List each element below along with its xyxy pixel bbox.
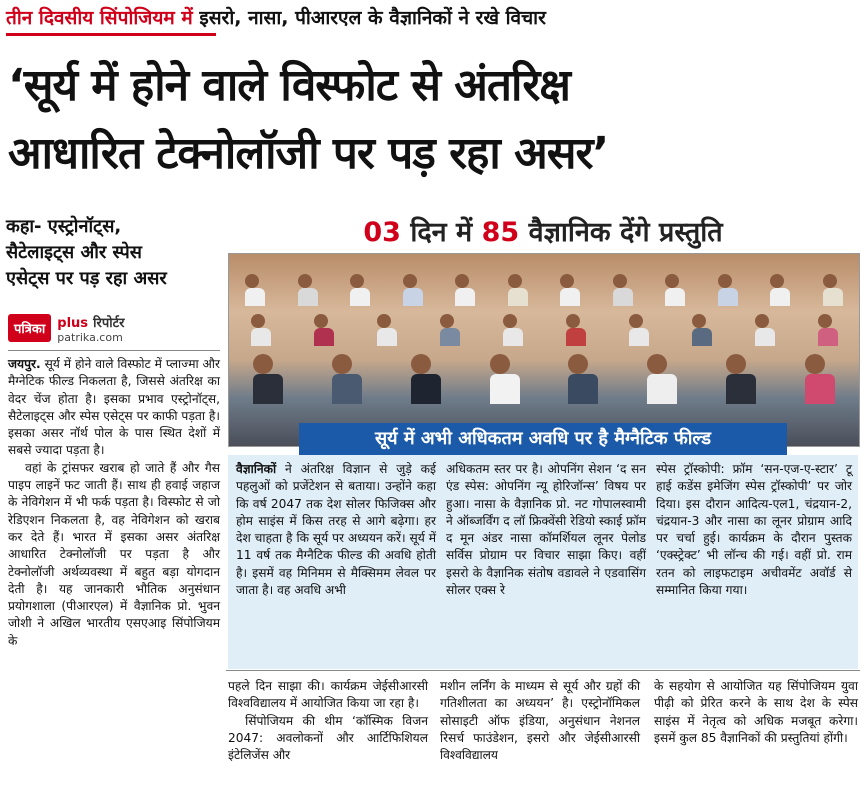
subhead-count: 85	[481, 217, 520, 248]
kicker-underline	[6, 33, 216, 36]
box-bottom-rule	[226, 670, 860, 671]
photo-crowd-front	[229, 354, 859, 404]
headline-line-1: ‘सूर्य में होने वाले विस्फोट से अंतरिक्ष	[8, 60, 570, 111]
left-paragraph-2: वहां के ट्रांसफर खराब हो जाते हैं और गैस पाइप लाइनें फट जाती हैं। साथ ही हवाई जहाज के नेविगेशन में भी फर्क पड़ता है। विस्फोट से जो रेडिएशन निकलता है, वह नेविगेशन को खराब कर देते हैं। भारत में इसका असर अंतरिक्ष आधारित टेक्नोलॉजी पर पड़ता है और टेक्नोलॉजी अर्थव्यवस्था में बहुत बड़ा योगदान देती है। यह जानकारी भौतिक अनुसंधान प्रयोगशाला (पीआरएल) में वैज्ञानिक प्रो. भुवन जोशी ने अखिल भारतीय एसएआइ सिंपोजियम के	[8, 460, 220, 648]
bottom-column-3: के सहयोग से आयोजित यह सिंपोजियम युवा पीढ़ी को प्रेरित करने के साथ देश के स्पेस साइंस में नेतृत्व को अधिक मजबूत करेगा। इसमें कुल 85 वैज्ञानिकों की प्रस्तुतियां होंगी।	[654, 679, 858, 745]
bottom-column-1	[228, 678, 428, 764]
photo-crowd-middle	[229, 314, 859, 346]
side-headline-line-1: कहा- एस्ट्रोनॉट्स,	[6, 216, 122, 237]
bottom-column-2: मशीन लर्निंग के माध्यम से सूर्य और ग्रहों की गतिशीलता का अध्ययन’ है। एस्ट्रोनॉमिकल सोसाइटी ऑफ इंडिया, अनुसंधान नेशनल रिसर्च फाउंडेशन, इसरो और जेईसीआरसी विश्वविद्यालय	[440, 679, 640, 763]
kicker-highlight: तीन दिवसीय सिंपोजियम में	[6, 7, 193, 29]
dateline: जयपुर.	[8, 357, 41, 371]
box-column-2: अधिकतम स्तर पर है। ओपनिंग सेशन ‘द सन एंड स्पेस: ओपनिंग न्यू होरिजॉन्स’ विषय पर हुआ। नासा के वैज्ञानिक प्रो. नट गोपालस्वामी ने ऑब्जर्विंग द लॉ फ्रिक्वेंसी रेडियो स्काई फ्रॉम द मून अंडर नासा कॉमर्शियल लूनर पेलोड सर्विस प्रोग्राम पर विचार साझा किए। वहीं इसरो के वैज्ञानिक संतोष वडावले ने एडवासिंग सोलर एक्स रे	[446, 462, 646, 598]
highlight-box	[228, 455, 858, 669]
subhead-days: 03	[363, 217, 401, 248]
subhead-text-1: दिन में	[410, 217, 473, 248]
photo-crowd-back	[229, 274, 859, 306]
side-headline-line-2: सैटेलाइट्स और स्पेस	[6, 242, 142, 263]
patrika-logo: पत्रिका	[8, 314, 51, 342]
subheadline	[228, 212, 858, 249]
box-lead: वैज्ञानिकों	[236, 462, 277, 476]
kicker	[6, 4, 546, 30]
kicker-text: इसरो, नासा, पीआरएल के वैज्ञानिकों ने रखे विचार	[199, 7, 546, 29]
byline	[8, 312, 124, 344]
site-url: patrika.com	[57, 331, 123, 344]
group-photo	[228, 253, 860, 447]
bottom-column-1-para-1: पहले दिन साझा की। कार्यक्रम जेईसीआरसी विश्वविद्यालय में आयोजित किया जा रहा है।	[228, 679, 428, 711]
box-column-1	[236, 461, 436, 599]
left-paragraph-1: सूर्य में होने वाले विस्फोट में प्लाज्मा और मैग्नेटिक फील्ड निकलता है, जिससे अंतरिक्ष का वेदर चेंज होता है। इसका प्रभाव एस्ट्रोनॉट्स, सैटेलाइट्स और स्पेस एसेट्स पर काफी पड़ता है। इसका असर नॉर्थ पोल के पास स्थित देशों में सबसे ज्यादा पड़ता है।	[8, 357, 220, 458]
left-column	[8, 356, 220, 650]
box-column-3: स्पेस ट्रॉस्कोपी: फ्रॉम ‘सन-एज-ए-स्टार’ टू हाई कडेंस इमेजिंग स्पेस ट्रॉस्कोपी’ पर जोर दिया। इस दौरान आदित्य-एल1, चंद्रयान-2, चंद्रयान-3 और नासा का लूनर प्रोग्राम आदि पर चर्चा हुई। कार्यक्रम के दौरान पुस्तक ‘एक्स्ट्रेक्ट’ भी लॉन्च की गई। वहीं प्रो. राम रतन को लाइफटाइम अचीवमेंट अवॉर्ड से सम्मानित किया गया।	[656, 462, 852, 598]
box-column-1-text: ने अंतरिक्ष विज्ञान से जुड़े कई पहलुओं को प्रजेंटेशन से बताया। उन्होंने कहा कि वर्ष 2047 तक देश सोलर फिजिक्स और होम साइंस में किस तरह से आगे बढ़ेगा। हर देश चाहता है कि सूर्य पर अध्ययन करें। सूर्य में 11 वर्ष तक मैग्नैटिक फील्ड की अवधि होती है। इसमें वह मिनिमम से मैक्सिमम लेवल पर जाता है। वह अवधि अभी	[236, 462, 437, 598]
headline	[8, 52, 858, 188]
reporter-label: रिपोर्टर	[93, 316, 125, 331]
headline-line-2: आधारित टेक्नोलॉजी पर पड़ रहा असर’	[8, 128, 609, 179]
plus-label: plus	[57, 316, 89, 331]
subhead-text-2: वैज्ञानिक देंगे प्रस्तुति	[528, 217, 723, 248]
bottom-column-1-para-2: सिंपोजियम की थीम ‘कॉस्मिक विजन 2047: अवलोकनों और आर्टिफिशियल इंटेलिजेंस और	[228, 713, 428, 763]
side-headline-line-3: एसेट्स पर पड़ रहा असर	[6, 268, 167, 289]
byline-divider	[8, 350, 220, 351]
side-headline	[6, 214, 220, 292]
section-banner: सूर्य में अभी अधिकतम अवधि पर है मैग्नैटिक फील्ड	[299, 423, 787, 455]
